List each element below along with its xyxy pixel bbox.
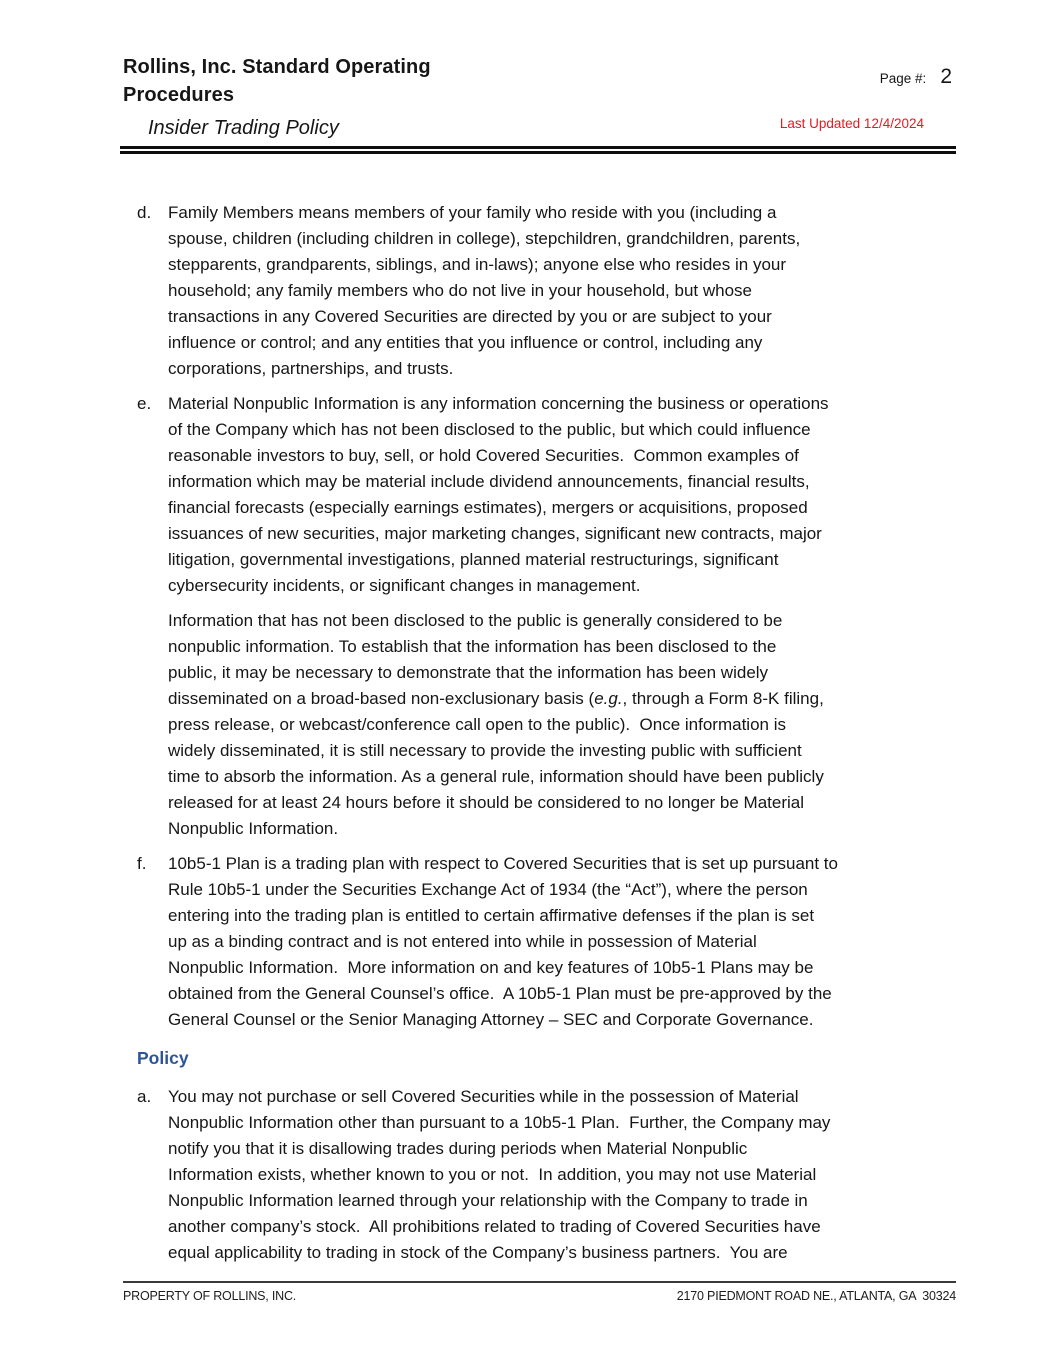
page-footer [123,1281,956,1303]
text-line: Nonpublic Information other than pursuant to a 10b5-1 Plan. Further, the Company may [168,1113,831,1132]
list-marker: e. [137,394,152,413]
text-line: notify you that it is disallowing trades during periods when Material Nonpublic [168,1139,748,1158]
page-number-row [880,65,952,89]
footer-right-text: 2170 PIEDMONT ROAD NE., ATLANTA, GA 30324 [676,1289,956,1303]
text-line: press release, or webcast/conference call open to the public). Once information is [168,715,786,734]
document-title-line1: Rollins, Inc. Standard Operating [123,56,431,78]
text-line: corporations, partnerships, and trusts. [168,359,454,378]
page-number-value: 2 [940,65,952,88]
text-line: up as a binding contract and is not entered into while in possession of Material [168,932,757,951]
document-title [123,53,431,109]
text-line: time to absorb the information. As a general rule, information should have been publicly [168,767,824,786]
text-line: reasonable investors to buy, sell, or hold Covered Securities. Common examples of [168,446,799,465]
text-line: Family Members means members of your family who reside with you (including a [168,203,777,222]
paragraph-text [168,1084,830,1266]
text-line: spouse, children (including children in college), stepchildren, grandchildren, parents, [168,229,801,248]
text-line: influence or control; and any entities that you influence or control, including any [168,333,763,352]
list-item-a [137,1084,950,1266]
text-line: General Counsel or the Senior Managing Attorney – SEC and Corporate Governance. [168,1010,814,1029]
text-line: transactions in any Covered Securities are directed by you or are subject to your [168,307,772,326]
list-item-e [137,391,950,599]
document-title-line2: Procedures [123,84,235,106]
text-line: household; any family members who do not live in your household, but whose [168,281,753,300]
text-line: Information that has not been disclosed to the public is generally considered to be [168,611,783,630]
text-line: cybersecurity incidents, or significant changes in management. [168,576,641,595]
text-line: litigation, governmental investigations, planned material restructurings, significant [168,550,779,569]
text-line: financial forecasts (especially earnings estimates), mergers or acquisitions, proposed [168,498,808,517]
last-updated-text: Last Updated 12/4/2024 [779,116,924,131]
header-meta-block [780,65,952,141]
paragraph-text [168,608,950,842]
text-line: stepparents, grandparents, siblings, and in-laws); anyone else who resides in your [168,255,787,274]
text-line: equal applicability to trading in stock of the Company’s business partners. You are [168,1243,788,1262]
list-item-d [137,200,950,382]
list-marker: a. [137,1087,152,1106]
paragraph-text [168,851,838,1033]
footer-left-text: PROPERTY OF ROLLINS, INC. [123,1289,297,1303]
text-line: another company’s stock. All prohibitions related to trading of Covered Securities have [168,1217,821,1236]
text-line: of the Company which has not been disclosed to the public, but which could influence [168,420,811,439]
header-divider [120,146,956,154]
text-line: widely disseminated, it is still necessary to provide the investing public with sufficient [168,741,802,760]
paragraph-text [168,200,800,382]
paragraph-continuation [168,608,950,842]
document-subtitle: Insider Trading Policy [148,117,339,139]
list-marker: d. [137,203,152,222]
text-line: Rule 10b5-1 under the Securities Exchange Act of 1934 (the “Act”), where the person [168,880,808,899]
text-line: Nonpublic Information. [168,819,339,838]
section-heading-policy: Policy [137,1048,189,1068]
text-line: Nonpublic Information. More information on and key features of 10b5-1 Plans may be [168,958,814,977]
text-line: Nonpublic Information learned through your relationship with the Company to trade in [168,1191,808,1210]
text-line: 10b5-1 Plan is a trading plan with respect to Covered Securities that is set up pursuant to [168,854,838,873]
text-line: nonpublic information. To establish that the information has been disclosed to the [168,637,777,656]
document-body [137,200,950,1266]
header-title-block [123,53,431,141]
page-number-label: Page #: [879,71,927,86]
text-line: issuances of new securities, major marketing changes, significant new contracts, major [168,524,822,543]
text-line: information which may be material include dividend announcements, financial results, [168,472,810,491]
list-item-f [137,851,950,1033]
text-line: released for at least 24 hours before it should be considered to no longer be Material [168,793,805,812]
paragraph-text [168,391,829,599]
text-line: Material Nonpublic Information is any information concerning the business or operations [168,394,829,413]
page-header [0,0,1055,141]
text-line: You may not purchase or sell Covered Securities while in the possession of Material [168,1087,799,1106]
text-line: public, it may be necessary to demonstrate that the information has been widely [168,663,769,682]
text-line: entering into the trading plan is entitled to certain affirmative defenses if the plan is set [168,906,815,925]
text-line: Information exists, whether known to you or not. In addition, you may not use Material [168,1165,817,1184]
text-line: obtained from the General Counsel’s office. A 10b5-1 Plan must be pre-approved by the [168,984,832,1003]
list-marker: f. [137,854,147,873]
text-line: disseminated on a broad-based non-exclusionary basis (e.g., through a Form 8-K filing, [168,689,824,708]
